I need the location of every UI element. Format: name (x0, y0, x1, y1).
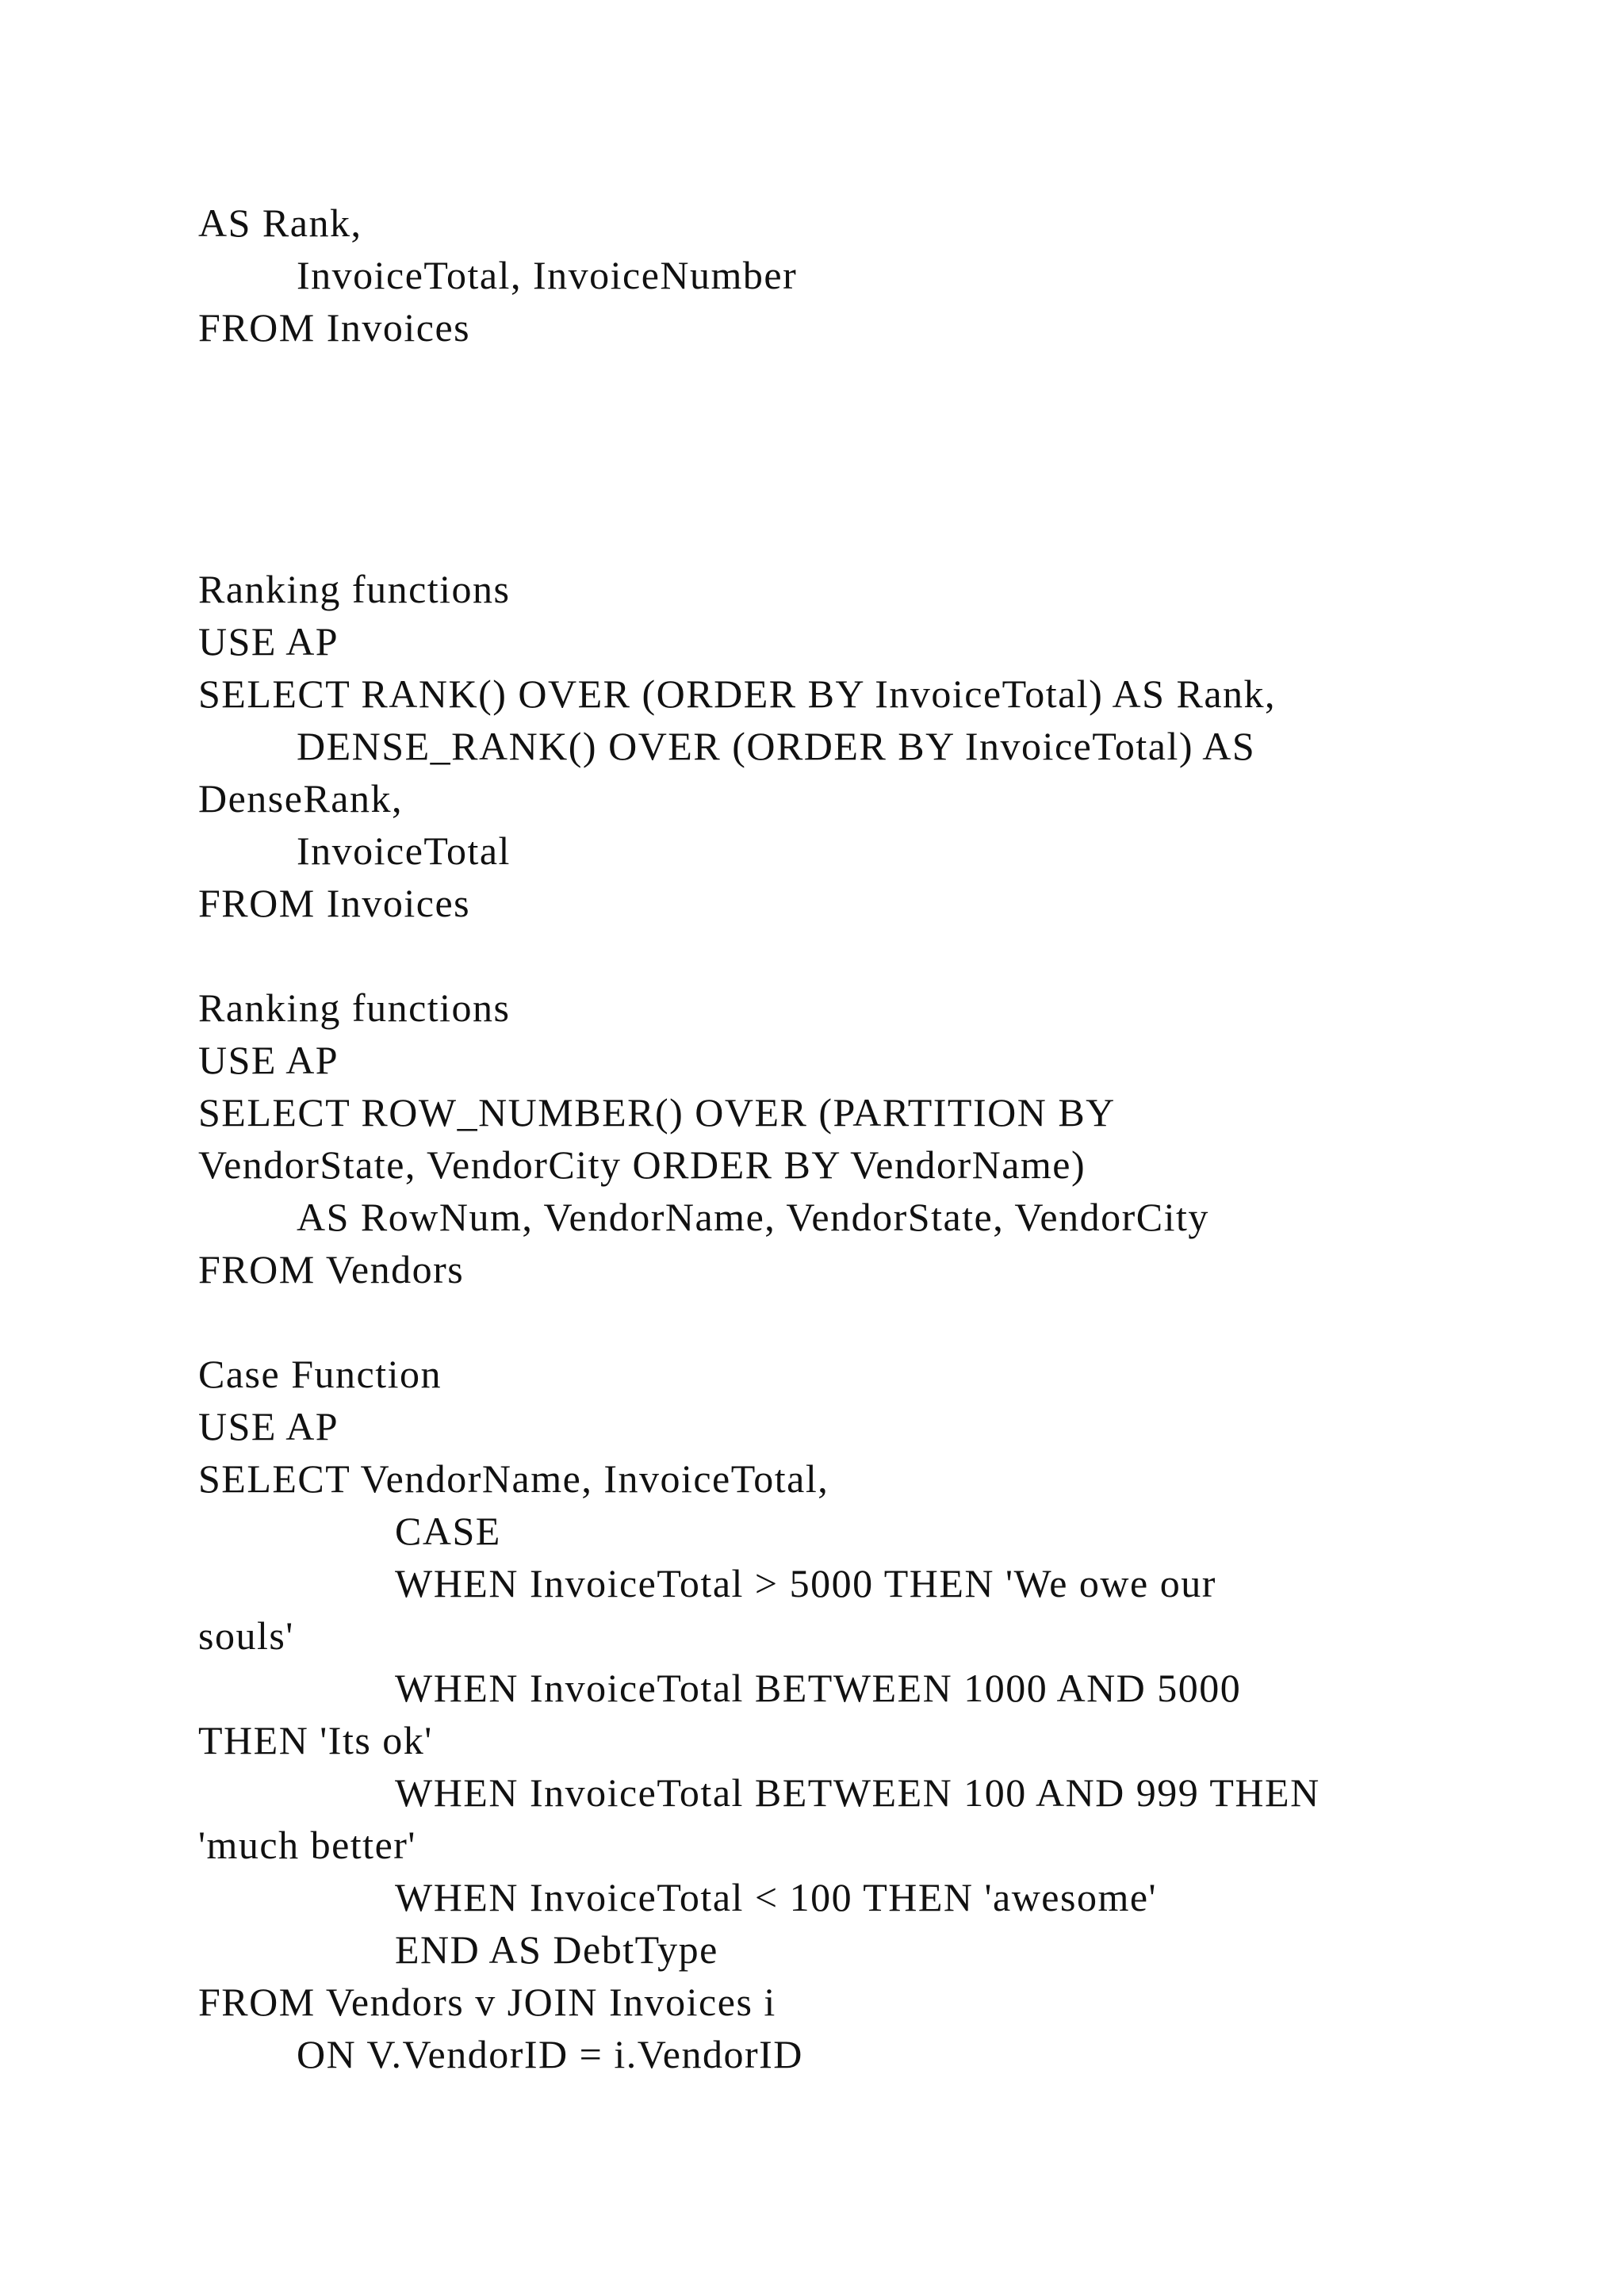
text-line: SELECT ROW_NUMBER() OVER (PARTITION BY (198, 1090, 1116, 1135)
text-line: VendorState, VendorCity ORDER BY VendorName) (198, 1142, 1086, 1187)
text-line: FROM Vendors (198, 1247, 465, 1292)
text-line: AS Rank, (198, 201, 362, 245)
text-line: 'much better' (198, 1823, 416, 1867)
text-line: InvoiceTotal, InvoiceNumber (297, 253, 798, 297)
section-heading: Ranking functions (198, 567, 511, 611)
text-line: FROM Invoices (198, 305, 471, 350)
section-heading: Ranking functions (198, 985, 511, 1030)
text-line: InvoiceTotal (297, 828, 511, 873)
text-line: WHEN InvoiceTotal > 5000 THEN 'We owe our (395, 1561, 1216, 1605)
text-line: FROM Invoices (198, 881, 471, 925)
text-line: WHEN InvoiceTotal BETWEEN 1000 AND 5000 (395, 1666, 1242, 1710)
text-line: THEN 'Its ok' (198, 1718, 433, 1762)
text-line: souls' (198, 1613, 294, 1658)
section-heading: Case Function (198, 1352, 442, 1396)
text-line: USE AP (198, 1404, 339, 1448)
text-line: END AS DebtType (395, 1927, 718, 1972)
text-line: DenseRank, (198, 776, 403, 821)
text-line: WHEN InvoiceTotal BETWEEN 100 AND 999 THEN (395, 1770, 1320, 1815)
text-line: WHEN InvoiceTotal < 100 THEN 'awesome' (395, 1875, 1158, 1919)
text-line: USE AP (198, 619, 339, 664)
text-line: USE AP (198, 1038, 339, 1082)
text-line: AS RowNum, VendorName, VendorState, VendorCity (297, 1195, 1209, 1239)
text-line: DENSE_RANK() OVER (ORDER BY InvoiceTotal) AS (297, 724, 1256, 768)
text-line: FROM Vendors v JOIN Invoices i (198, 1980, 776, 2024)
text-line: SELECT VendorName, InvoiceTotal, (198, 1456, 829, 1501)
text-line: ON V.VendorID = i.VendorID (297, 2032, 803, 2076)
text-line: CASE (395, 1509, 501, 1553)
text-line: SELECT RANK() OVER (ORDER BY InvoiceTotal) AS Rank, (198, 672, 1277, 716)
